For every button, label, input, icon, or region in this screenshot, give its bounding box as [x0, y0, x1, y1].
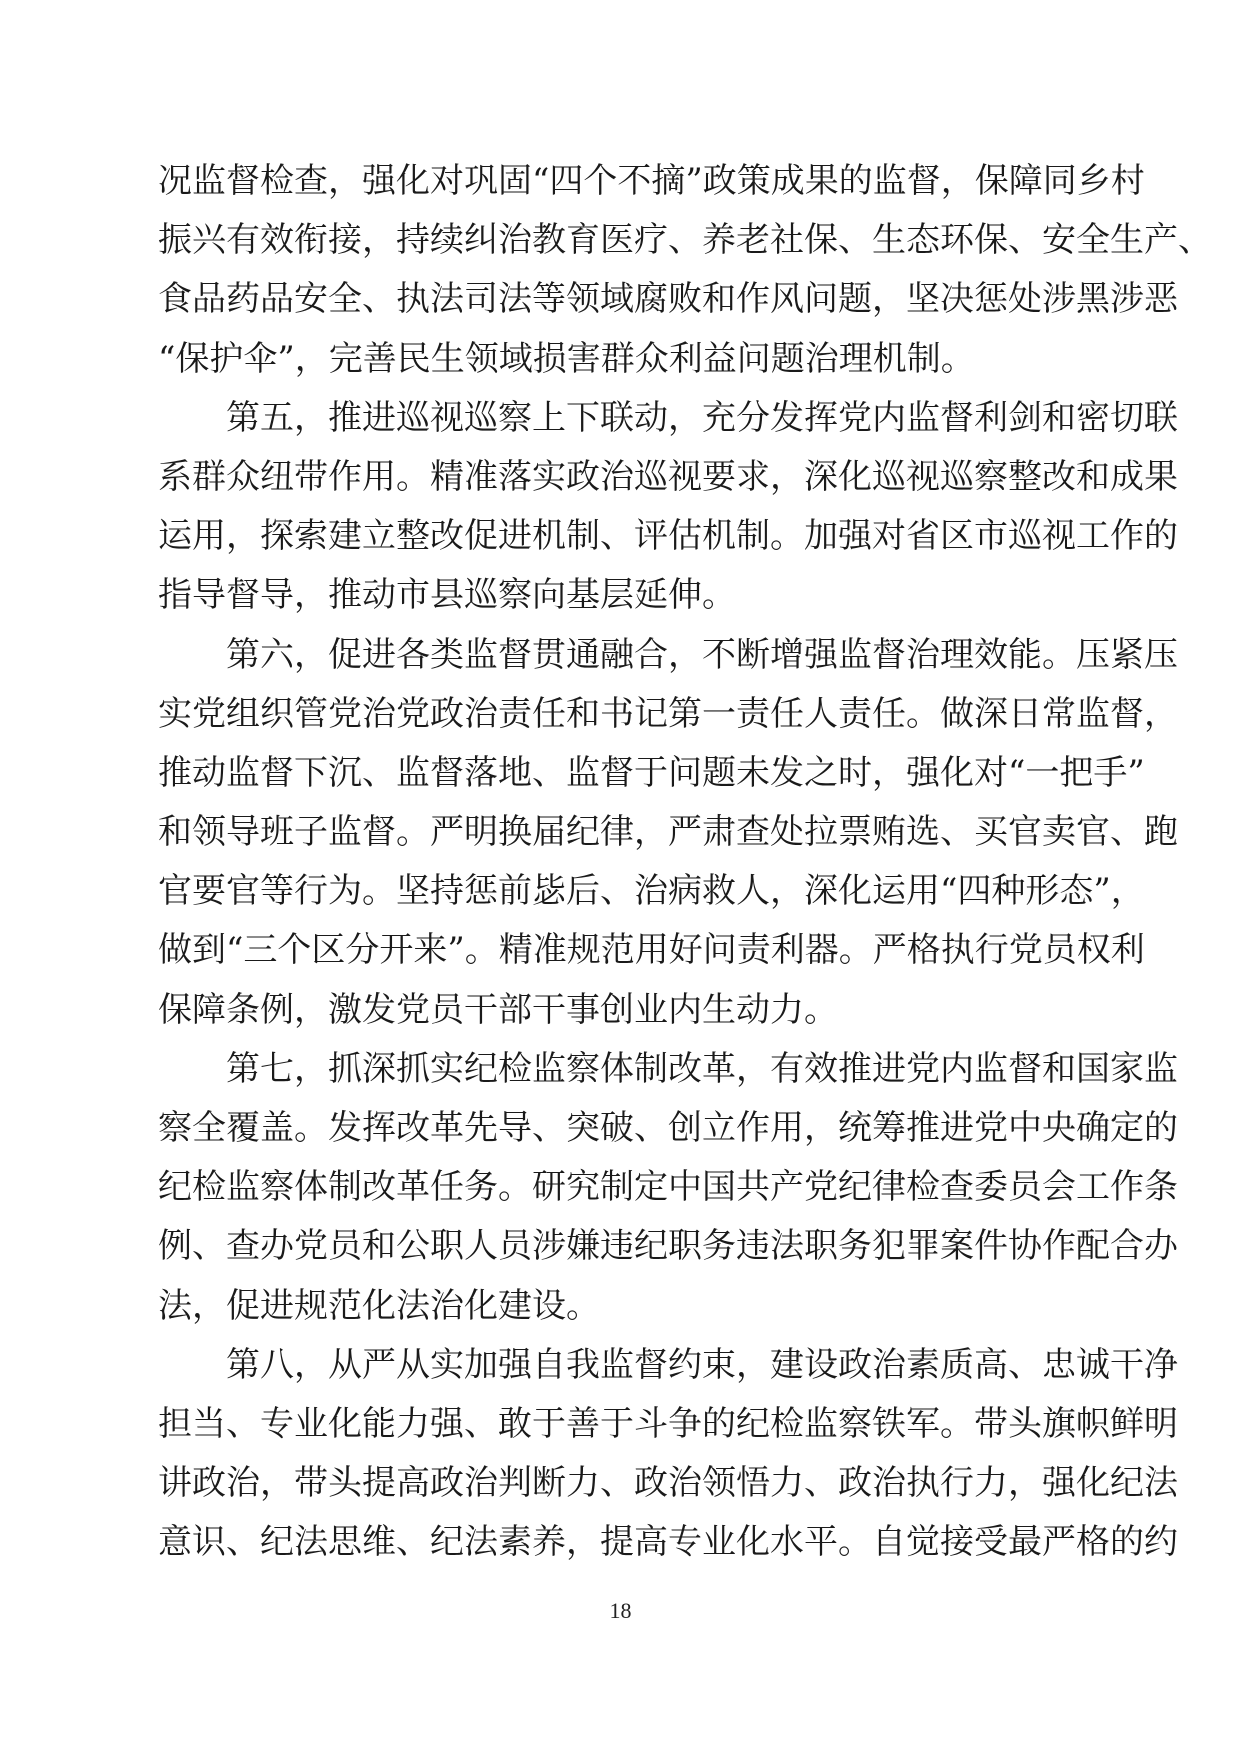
text-line: 实党组织管党治党政治责任和书记第一责任人责任。做深日常监督，	[158, 693, 1178, 734]
text-line: 系群众纽带作用。精准落实政治巡视要求，深化巡视巡察整改和成果	[158, 456, 1178, 497]
text-line: 振兴有效衔接，持续纠治教育医疗、养老社保、生态环保、安全生产、	[158, 220, 1212, 261]
text-line: 意识、纪法思维、纪法素养，提高专业化水平。自觉接受最严格的约	[158, 1522, 1178, 1563]
text-line: 例、查办党员和公职人员涉嫌违纪职务违法职务犯罪案件协作配合办	[158, 1226, 1178, 1267]
text-line: 察全覆盖。发挥改革先导、突破、创立作用，统筹推进党中央确定的	[158, 1108, 1178, 1148]
text-line: 讲政治，带头提高政治判断力、政治领悟力、政治执行力，强化纪法	[158, 1463, 1178, 1504]
text-line: 况监督检查，强化对巩固“四个不摘”政策成果的监督，保障同乡村	[158, 161, 1145, 201]
text-line: 官要官等行为。坚持惩前毖后、治病救人，深化运用“四种形态”，	[158, 871, 1145, 912]
text-line: 保障条例，激发党员干部干事创业内生动力。	[158, 989, 838, 1030]
text-line: 和领导班子监督。严明换届纪律，严肃查处拉票贿选、买官卖官、跑	[158, 812, 1178, 853]
text-line: 做到“三个区分开来”。精准规范用好问责利器。严格执行党员权利	[158, 930, 1145, 971]
text-line: 纪检监察体制改革任务。研究制定中国共产党纪律检查委员会工作条	[158, 1167, 1178, 1208]
text-line: 第五，推进巡视巡察上下联动，充分发挥党内监督利剑和密切联	[158, 397, 1178, 438]
text-line: 推动监督下沉、监督落地、监督于问题未发之时，强化对“一把手”	[158, 752, 1145, 793]
text-line: 第八，从严从实加强自我监督约束，建设政治素质高、忠诚干净	[158, 1344, 1178, 1385]
page-number: 18	[609, 1598, 632, 1623]
text-line: 法，促进规范化法治化建设。	[158, 1285, 600, 1326]
body-text	[158, 152, 1212, 1573]
text-line: 第六，促进各类监督贯通融合，不断增强监督治理效能。压紧压	[158, 634, 1178, 675]
text-line: 担当、专业化能力强、敢于善于斗争的纪检监察铁军。带头旗帜鲜明	[158, 1403, 1178, 1444]
text-line: 指导督导，推动市县巡察向基层延伸。	[158, 575, 736, 616]
text-line: “保护伞”，完善民生领域损害群众利益问题治理机制。	[158, 338, 975, 379]
text-line: 食品药品安全、执法司法等领域腐败和作风问题，坚决惩处涉黑涉恶	[158, 279, 1178, 320]
text-line: 第七，抓深抓实纪检监察体制改革，有效推进党内监督和国家监	[158, 1048, 1178, 1089]
text-line: 运用，探索建立整改促进机制、评估机制。加强对省区市巡视工作的	[158, 516, 1178, 557]
